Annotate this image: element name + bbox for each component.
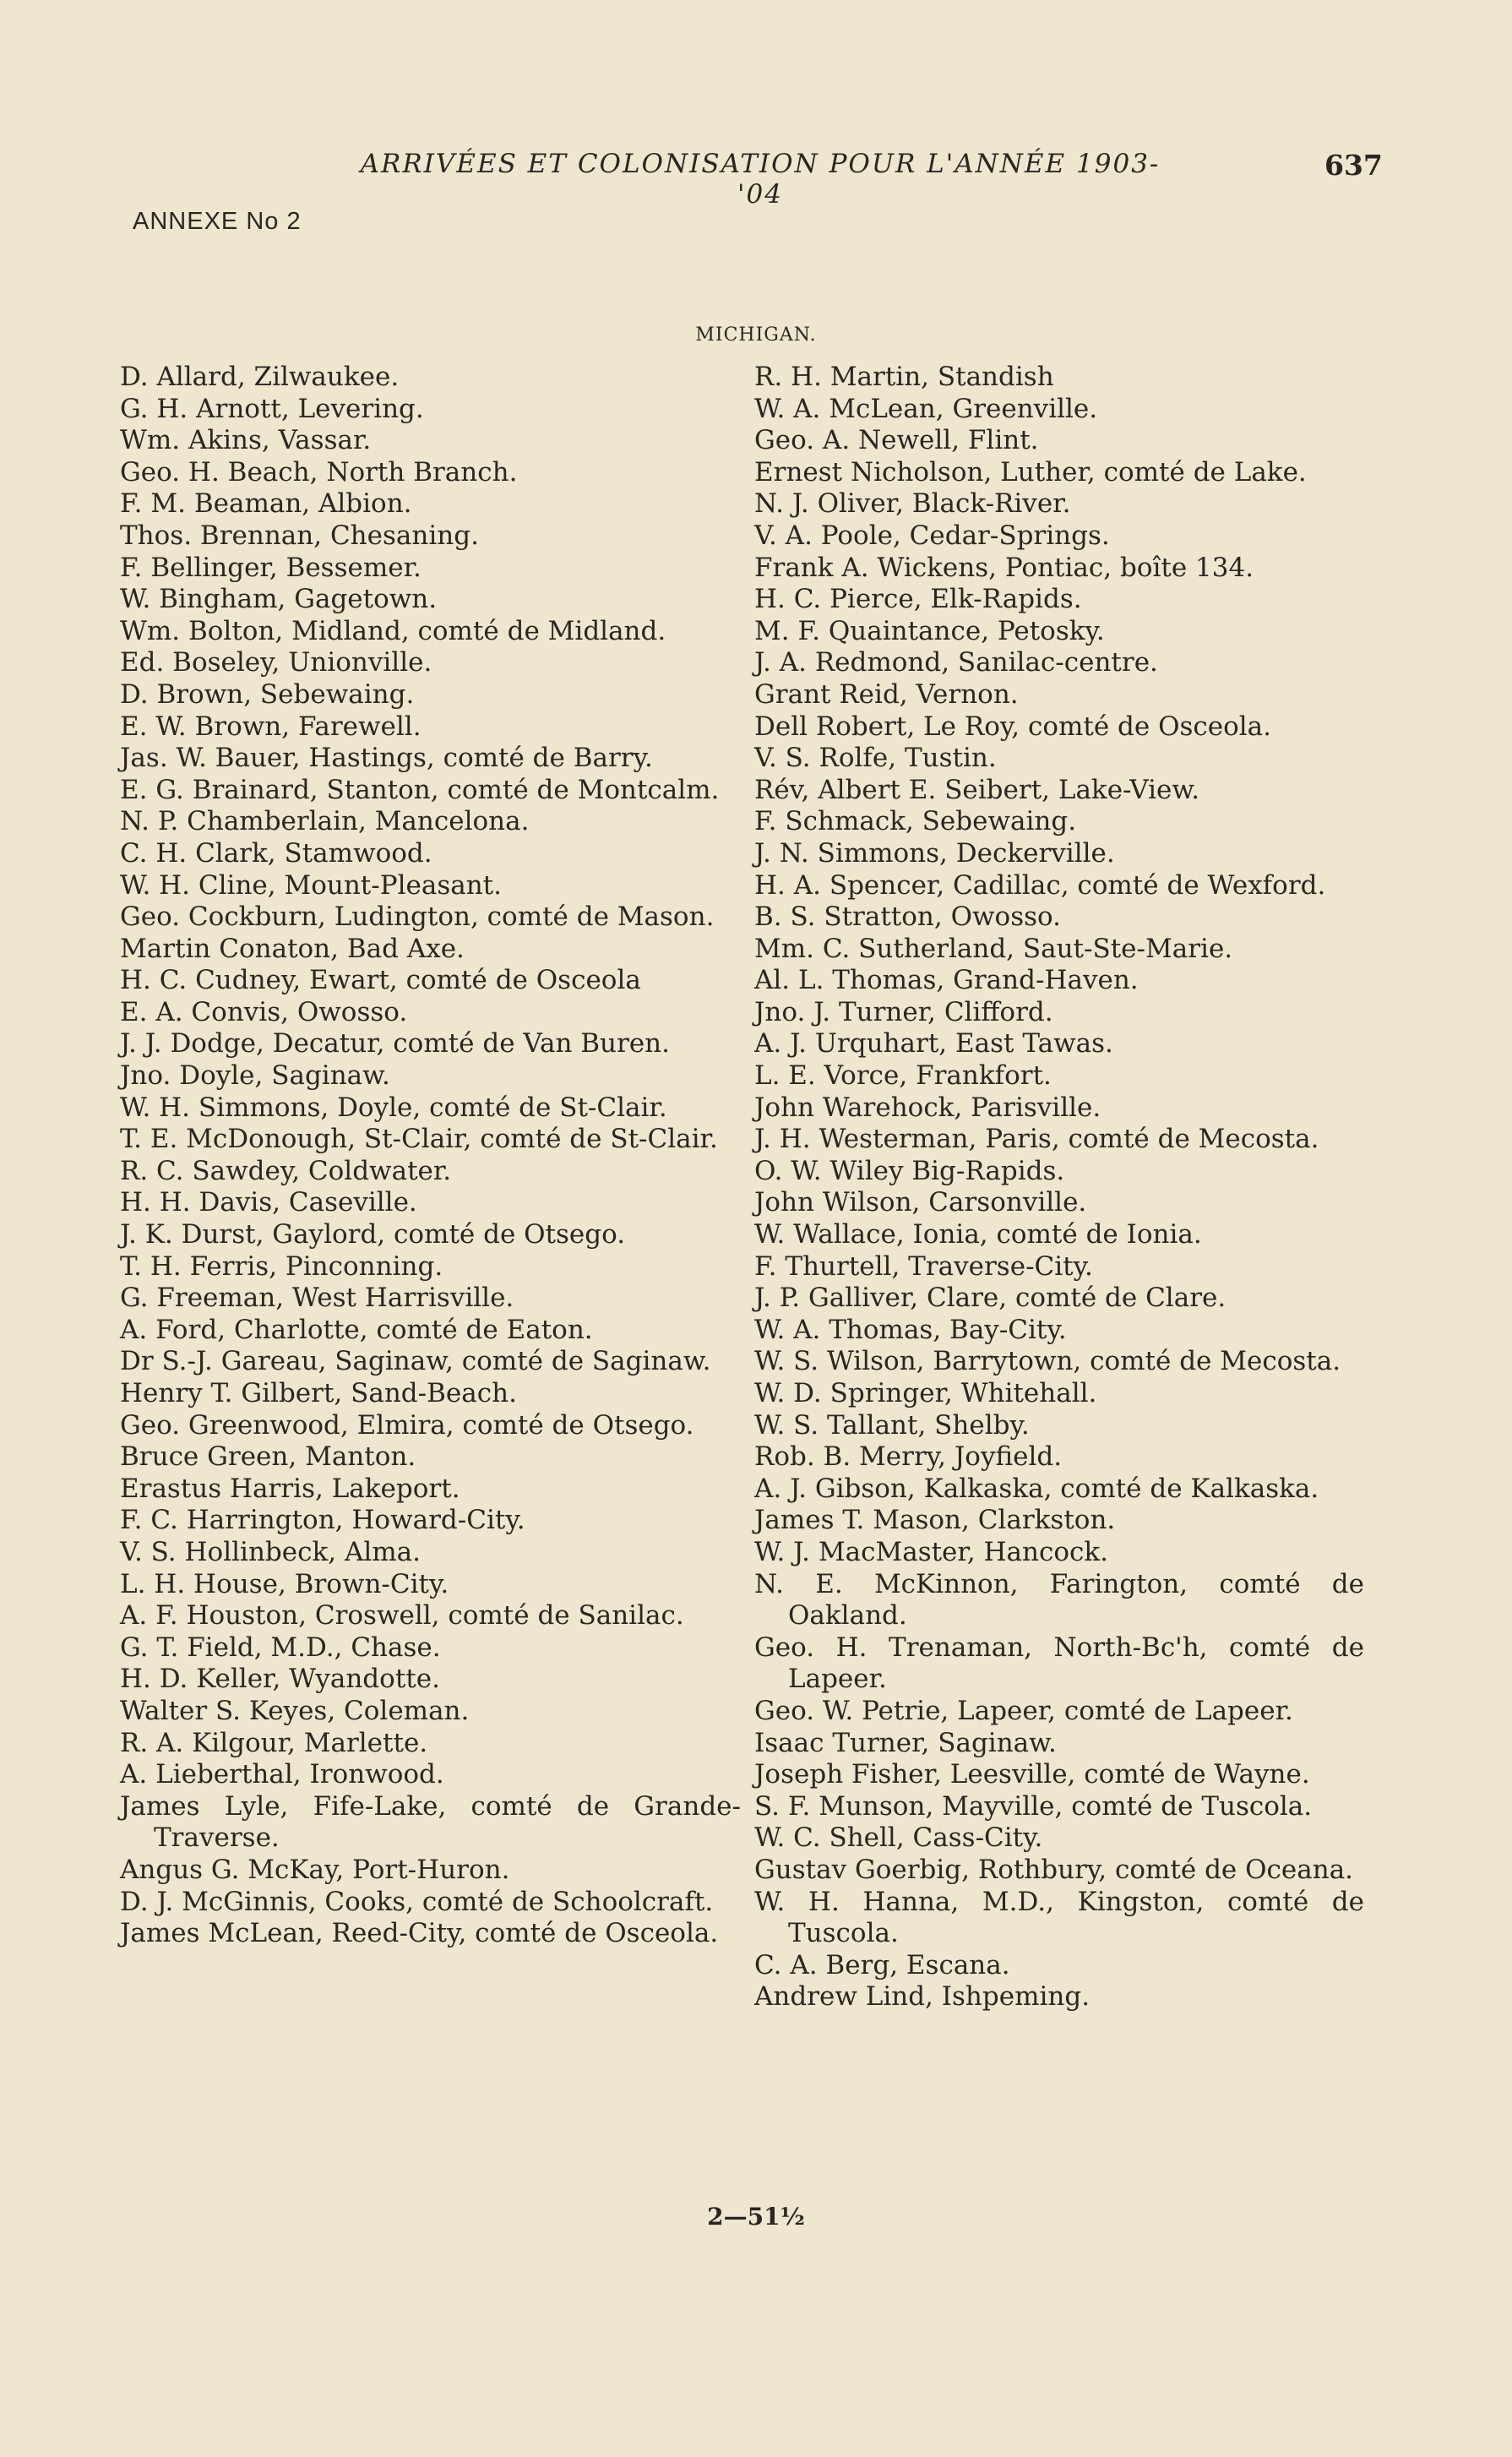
list-item: S. F. Munson, Mayville, comté de Tuscola. (754, 1790, 1313, 1822)
list-item: F. Thurtell, Traverse-City. (754, 1250, 1093, 1282)
list-item: J. J. Dodge, Decatur, comté de Van Buren. (120, 1028, 670, 1060)
list-item: A. J. Urquhart, East Tawas. (754, 1028, 1113, 1060)
list-item: H. A. Spencer, Cadillac, comté de Wexford. (754, 869, 1326, 901)
list-item: Al. L. Thomas, Grand-Haven. (754, 965, 1139, 996)
list-item: D. Allard, Zilwaukee. (120, 362, 400, 392)
list-item: F. Bellinger, Bessemer. (120, 552, 422, 583)
list-item: H. C. Pierce, Elk-Rapids. (754, 584, 1082, 615)
list-item: Geo. Greenwood, Elmira, comté de Otsego. (120, 1409, 694, 1441)
list-item: W. J. MacMaster, Hancock. (754, 1536, 1109, 1567)
list-item: W. C. Shell, Cass-City. (754, 1822, 1043, 1854)
list-item: Ed. Boseley, Unionville. (120, 647, 432, 678)
list-item: Andrew Lind, Ishpeming. (754, 1981, 1090, 2013)
list-item: W. H. Cline, Mount-Pleasant. (120, 869, 502, 901)
list-item: O. W. Wiley Big-Rapids. (754, 1155, 1065, 1186)
list-item: Geo. H. Beach, North Branch. (120, 456, 518, 488)
list-item: Dr S.-J. Gareau, Saginaw, comté de Saginaw. (120, 1346, 711, 1377)
page-number: 637 (1324, 149, 1383, 182)
list-item: G. H. Arnott, Levering. (120, 393, 424, 424)
list-item: W. D. Springer, Whitehall. (754, 1378, 1097, 1408)
list-item: Mm. C. Sutherland, Saut-Ste-Marie. (754, 933, 1233, 964)
list-item: D. J. McGinnis, Cooks, comté de Schoolcraft. (120, 1886, 714, 1917)
list-item: James Lyle, Fife-Lake, comté de Grande-Traverse. (120, 1790, 741, 1854)
list-item: W. S. Tallant, Shelby. (754, 1409, 1030, 1441)
list-item: Dell Robert, Le Roy, comté de Osceola. (754, 711, 1272, 742)
list-item: M. F. Quaintance, Petosky. (754, 615, 1105, 646)
list-item: T. H. Ferris, Pinconning. (120, 1250, 443, 1282)
annexe-label: ANNEXE No 2 (133, 208, 302, 235)
list-item: John Warehock, Parisville. (754, 1092, 1101, 1123)
list-item: D. Brown, Sebewaing. (120, 678, 415, 710)
list-item: N. J. Oliver, Black-River. (754, 488, 1071, 520)
list-item: V. S. Hollinbeck, Alma. (120, 1536, 422, 1567)
list-item: H. C. Cudney, Ewart, comté de Osceola (120, 965, 641, 996)
signature-mark: 2—51½ (707, 2203, 805, 2231)
section-title: MICHIGAN. (695, 324, 817, 346)
list-item: V. S. Rolfe, Tustin. (754, 743, 997, 774)
list-item: W. S. Wilson, Barrytown, comté de Mecosta. (754, 1346, 1341, 1377)
list-item: B. S. Stratton, Owosso. (754, 902, 1061, 933)
list-item: J. N. Simmons, Deckerville. (754, 837, 1115, 869)
list-item: W. H. Hanna, M.D., Kingston, comté de Tuscola. (754, 1886, 1364, 1949)
list-item: R. C. Sawdey, Coldwater. (120, 1155, 452, 1186)
list-item: Bruce Green, Manton. (120, 1441, 416, 1473)
list-item: Angus G. McKay, Port-Huron. (120, 1854, 510, 1885)
list-item: Rob. B. Merry, Joyfield. (754, 1441, 1063, 1473)
list-item: W. Wallace, Ionia, comté de Ionia. (754, 1219, 1202, 1250)
list-item: Jno. Doyle, Saginaw. (120, 1060, 390, 1092)
list-item: Frank A. Wickens, Pontiac, boîte 134. (754, 552, 1254, 583)
list-item: W. Bingham, Gagetown. (120, 584, 438, 615)
left-column-list (120, 362, 741, 1950)
list-item: W. H. Simmons, Doyle, comté de St-Clair. (120, 1092, 667, 1123)
list-item: Jno. J. Turner, Clifford. (754, 996, 1053, 1027)
list-item: Erastus Harris, Lakeport. (120, 1473, 460, 1504)
list-item: Geo. Cockburn, Ludington, comté de Mason. (120, 902, 715, 933)
list-item: Geo. H. Trenaman, North-Bc'h, comté de Lapeer. (754, 1632, 1364, 1695)
list-item: A. F. Houston, Croswell, comté de Sanilac. (120, 1600, 684, 1632)
list-item: Henry T. Gilbert, Sand-Beach. (120, 1378, 517, 1408)
list-item: F. M. Beaman, Albion. (120, 488, 412, 520)
list-item: C. A. Berg, Escana. (754, 1949, 1010, 1980)
list-item: J. A. Redmond, Sanilac-centre. (754, 647, 1158, 678)
list-item: V. A. Poole, Cedar-Springs. (754, 520, 1110, 551)
list-item: N. E. McKinnon, Farington, comté de Oakland. (754, 1568, 1364, 1632)
list-item: Grant Reid, Vernon. (754, 678, 1019, 710)
list-item: W. A. Thomas, Bay-City. (754, 1314, 1067, 1345)
list-item: J. P. Galliver, Clare, comté de Clare. (754, 1283, 1226, 1314)
list-item: Rév, Albert E. Seibert, Lake-View. (754, 774, 1200, 805)
list-item: R. H. Martin, Standish (754, 362, 1054, 392)
list-item: G. T. Field, M.D., Chase. (120, 1632, 441, 1663)
list-item: T. E. McDonough, St-Clair, comté de St-Clair. (120, 1124, 718, 1155)
list-item: H. D. Keller, Wyandotte. (120, 1664, 440, 1695)
list-item: C. H. Clark, Stamwood. (120, 837, 432, 869)
list-item: John Wilson, Carsonville. (754, 1187, 1087, 1218)
list-item: Geo. A. Newell, Flint. (754, 425, 1039, 456)
running-title: ARRIVÉES ET COLONISATION POUR L'ANNÉE 1903-'04 (360, 149, 1161, 210)
list-item: Gustav Goerbig, Rothbury, comté de Oceana. (754, 1854, 1354, 1885)
list-item: Wm. Bolton, Midland, comté de Midland. (120, 615, 666, 646)
list-item: Joseph Fisher, Leesville, comté de Wayne. (754, 1759, 1310, 1790)
list-item: H. H. Davis, Caseville. (120, 1187, 417, 1218)
list-item: A. Ford, Charlotte, comté de Eaton. (120, 1314, 593, 1345)
list-item: James T. Mason, Clarkston. (754, 1505, 1116, 1536)
list-item: L. E. Vorce, Frankfort. (754, 1060, 1052, 1092)
list-item: F. Schmack, Sebewaing. (754, 806, 1077, 837)
list-item: Martin Conaton, Bad Axe. (120, 933, 465, 964)
list-item: R. A. Kilgour, Marlette. (120, 1727, 428, 1758)
list-item: W. A. McLean, Greenville. (754, 393, 1098, 424)
list-item: E. A. Convis, Owosso. (120, 996, 408, 1027)
list-item: A. Lieberthal, Ironwood. (120, 1759, 444, 1790)
right-column-list (754, 362, 1364, 2013)
list-item: N. P. Chamberlain, Mancelona. (120, 806, 530, 837)
list-item: L. H. House, Brown-City. (120, 1568, 449, 1599)
list-item: James McLean, Reed-City, comté de Osceola. (120, 1918, 719, 1949)
list-item: A. J. Gibson, Kalkaska, comté de Kalkaska. (754, 1473, 1319, 1504)
list-item: Geo. W. Petrie, Lapeer, comté de Lapeer. (754, 1695, 1293, 1726)
list-item: F. C. Harrington, Howard-City. (120, 1505, 525, 1536)
list-item: Thos. Brennan, Chesaning. (120, 520, 479, 551)
list-item: Ernest Nicholson, Luther, comté de Lake. (754, 456, 1307, 488)
list-item: Wm. Akins, Vassar. (120, 425, 372, 456)
list-item: J. K. Durst, Gaylord, comté de Otsego. (120, 1219, 626, 1250)
list-item: G. Freeman, West Harrisville. (120, 1283, 514, 1314)
list-item: Jas. W. Bauer, Hastings, comté de Barry. (120, 743, 653, 774)
list-item: E. W. Brown, Farewell. (120, 711, 422, 742)
list-item: Isaac Turner, Saginaw. (754, 1727, 1057, 1758)
list-item: J. H. Westerman, Paris, comté de Mecosta. (754, 1124, 1319, 1155)
list-item: E. G. Brainard, Stanton, comté de Montcalm. (120, 774, 720, 805)
list-item: Walter S. Keyes, Coleman. (120, 1695, 470, 1726)
